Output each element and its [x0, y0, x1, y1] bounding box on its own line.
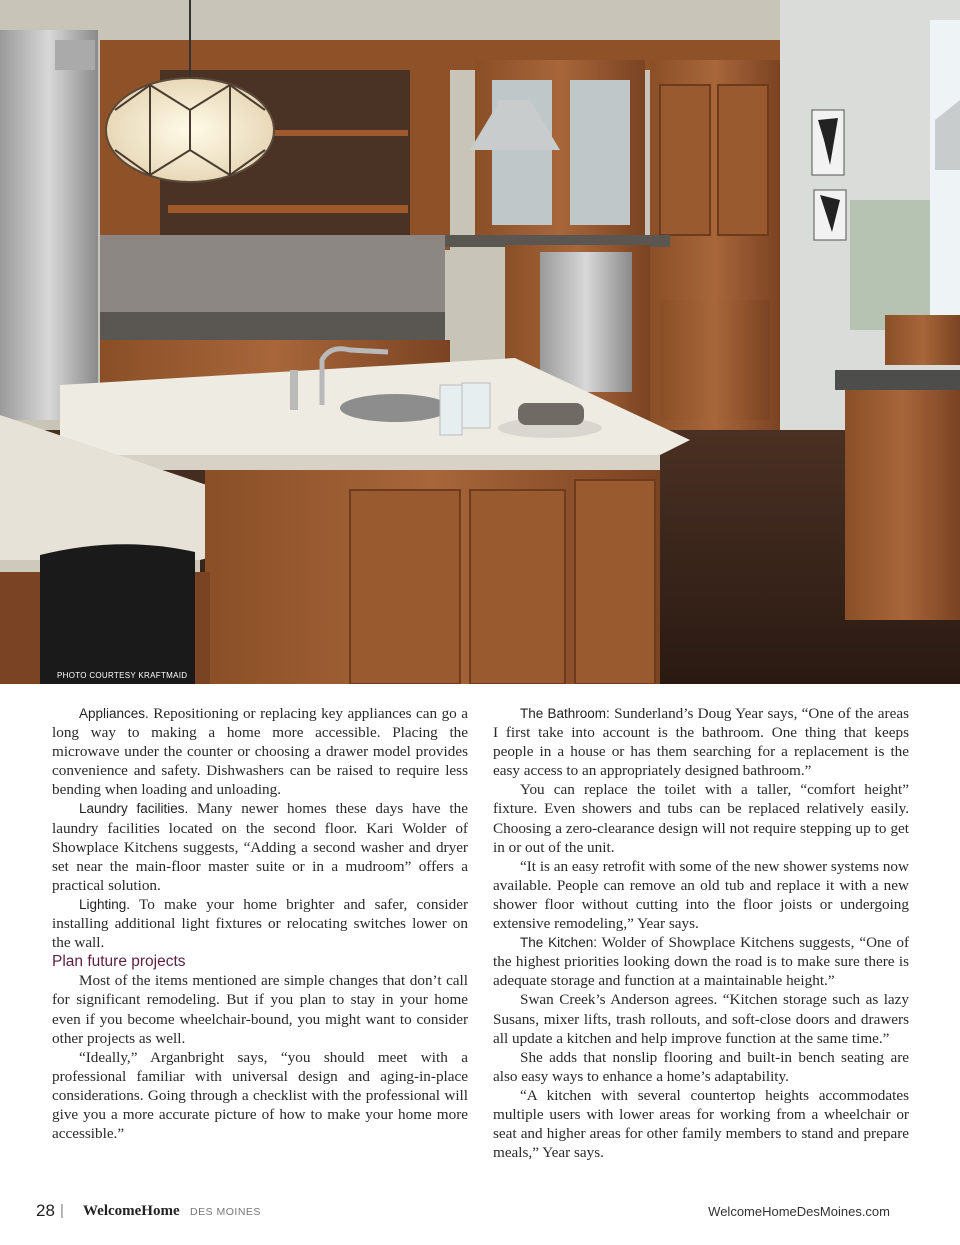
- magazine-brand-sub: DES MOINES: [190, 1206, 261, 1218]
- bathroom-paragraph: [493, 704, 909, 780]
- footer-separator: |: [60, 1202, 64, 1219]
- lighting-paragraph: [52, 895, 468, 952]
- kitchen-paragraph-2: Swan Creek’s Anderson agrees. “Kitchen storage such as lazy Susans, mixer lifts, trash rollouts, and soft-close doors and drawers all update a kitchen and help improve function at the same time.”: [493, 991, 909, 1047]
- page-footer: [36, 1201, 890, 1223]
- left-text-column: [52, 704, 468, 1143]
- appliances-lead: Appliances.: [79, 706, 149, 721]
- kitchen-paragraph-4: “A kitchen with several countertop heights accommodates multiple users with lower areas for working from a wheelchair or seat and higher areas for other family members to stand and prepare meals,” Year says.: [493, 1086, 909, 1162]
- bathroom-text: Sunderland’s Doug Year says, “One of the areas I first take into account is the bathroom. One thing that keeps people in a house or has them searching for a replacement is the easy access to an appropriately designed bathroom.”: [493, 705, 909, 780]
- website-url: WelcomeHomeDesMoines.com: [708, 1204, 890, 1219]
- appliances-paragraph: [52, 704, 468, 799]
- lighting-text: To make your home brighter and safer, consider installing additional light fixtures or relocating switches lower on the wall.: [52, 895, 468, 952]
- future-paragraph-1: Most of the items mentioned are simple changes that don’t call for significant remodeling. But if you plan to stay in your home even if you become wheelchair-bound, you might want to consider other projects as well.: [52, 972, 468, 1047]
- page-number: 28: [36, 1201, 55, 1220]
- photo-credit: PHOTO COURTESY KRAFTMAID: [57, 671, 188, 680]
- kitchen-text: Wolder of Showplace Kitchens suggests, “One of the highest priorities looking down the road is to make sure there is adequate storage and function at a maintainable height.”: [493, 934, 909, 990]
- section-subhead: Plan future projects: [52, 953, 186, 971]
- lighting-lead: Lighting.: [79, 896, 131, 912]
- bathroom-lead: The Bathroom:: [520, 706, 610, 721]
- kitchen-paragraph: [493, 933, 909, 990]
- future-paragraph-2: “Ideally,” Arganbright says, “you should meet with a professional familiar with universal design and aging-in-place considerations. Going through a checklist with the professional will give you a more accurate picture of how to make your home more accessible.”: [52, 1048, 468, 1143]
- appliances-text: Repositioning or replacing key appliances can go a long way to making a home more accessible. Placing the microwave under the counter or choosing a drawer model provides convenience and safety. Dishwashers can be raised to require less bending when loading and unloading.: [52, 705, 468, 799]
- bathroom-paragraph-3: “It is an easy retrofit with some of the new shower systems now available. People can remove an old tub and replace it with a new shower floor without cutting into the floor joists or undergoing extensive remodeling,” Year says.: [493, 857, 909, 933]
- laundry-text: Many newer homes these days have the laundry facilities located on the second floor. Kari Wolder of Showplace Kitchens suggests, “Adding a second washer and dryer set near the main-floor master suite or in a mudroom” offers a practical solution.: [52, 800, 468, 894]
- kitchen-lead: The Kitchen:: [520, 935, 597, 951]
- right-text-column: [493, 704, 909, 1162]
- bathroom-paragraph-2: You can replace the toilet with a taller, “comfort height” fixture. Even showers and tubs can be replaced relatively easily. Choosing a zero-clearance design will not require stepping up to get in or out of the unit.: [493, 781, 909, 856]
- laundry-paragraph: [52, 799, 468, 894]
- laundry-lead: Laundry facilities.: [79, 801, 189, 817]
- magazine-brand: WelcomeHome: [83, 1203, 180, 1219]
- kitchen-paragraph-3: She adds that nonslip flooring and built-in bench seating are also easy ways to enhance a home’s adaptability.: [493, 1048, 909, 1085]
